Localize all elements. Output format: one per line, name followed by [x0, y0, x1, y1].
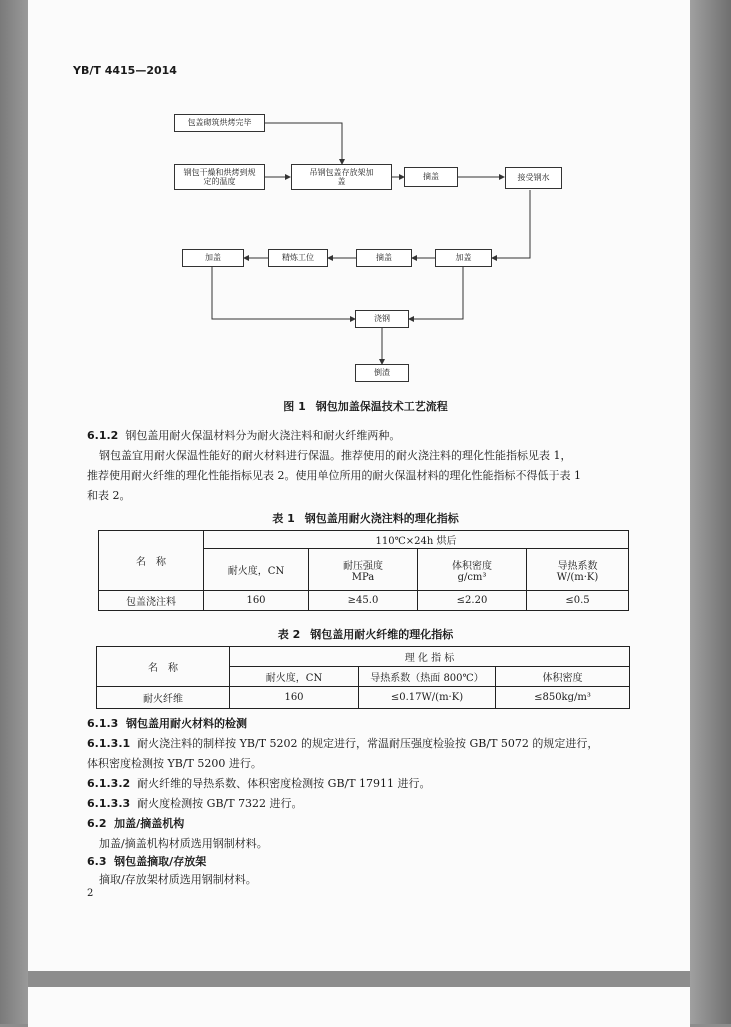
- table-header-conductivity: 导热系数 W/(m·K): [527, 549, 629, 591]
- heading-6-2: 6.2 加盖/摘盖机构: [87, 817, 185, 830]
- para-6-1-3-1-line1: 6.1.3.1 耐火浇注料的制样按 YB/T 5202 的规定进行，常温耐压强度检验按 GB/T 5072 的规定进行，: [87, 737, 599, 750]
- table-2: [96, 646, 630, 709]
- figure-1-caption: [0, 398, 731, 414]
- flow-box-remove-cover-1: 摘盖: [404, 167, 458, 187]
- para-6-1-2-line3: 推荐使用耐火纤维的理化性能指标见表 2。使用单位所用的耐火保温材料的理化性能指标不得低于表 1: [87, 469, 581, 482]
- table-number: 表 1: [272, 512, 295, 525]
- heading-6-1-3: 6.1.3 钢包盖用耐火材料的检测: [87, 717, 247, 730]
- figure-number: 图 1: [283, 400, 306, 413]
- table-header-name: 名 称: [97, 647, 230, 687]
- clause-text: 钢包盖用耐火保温材料分为耐火浇注料和耐火纤维两种。: [125, 429, 401, 442]
- table-header-density: 体积密度 g/cm³: [418, 549, 527, 591]
- flow-box-add-cover-right: 加盖: [435, 249, 492, 267]
- standard-id: YB/T 4415—2014: [73, 64, 177, 77]
- heading-6-3: 6.3 钢包盖摘取/存放架: [87, 855, 207, 868]
- table-cell: 耐火纤维: [97, 687, 230, 709]
- para-6-1-2-line1: [87, 426, 400, 446]
- table-title: 钢包盖用耐火纤维的理化指标: [310, 628, 454, 641]
- table-header-refractoriness: 耐火度，CN: [230, 667, 359, 687]
- table-title: 钢包盖用耐火浇注料的理化指标: [304, 512, 459, 525]
- table-1: [98, 530, 629, 611]
- para-6-1-3-1-line2: 体积密度检测按 YB/T 5200 进行。: [87, 757, 262, 770]
- flow-box-slag-dump: 倒渣: [355, 364, 409, 382]
- para-6-2: 加盖/摘盖机构材质选用钢制材料。: [99, 837, 268, 850]
- table-cell: ≥45.0: [309, 591, 418, 611]
- table-header-strength: 耐压强度 MPa: [309, 549, 418, 591]
- figure-title: 钢包加盖保温技术工艺流程: [315, 400, 448, 413]
- page-number: 2: [87, 888, 94, 899]
- table-header-density: 体积密度: [496, 667, 630, 687]
- table-1-caption: [0, 510, 731, 526]
- flowchart-connectors: [0, 0, 731, 400]
- table-cell: ≤0.17W/(m·K): [359, 687, 496, 709]
- table-row: [99, 591, 629, 611]
- flow-box-casting: 浇钢: [355, 310, 409, 328]
- flow-box-ladle-dry-heat: 钢包干燥和烘烤到规定的温度: [174, 164, 265, 190]
- clause-number: 6.1.2: [87, 429, 119, 442]
- table-row: [97, 687, 630, 709]
- para-6-3: 摘取/存放架材质选用钢制材料。: [99, 873, 257, 886]
- table-header-group: 理 化 指 标: [230, 647, 630, 667]
- para-6-1-3-2: 6.1.3.2 耐火纤维的导热系数、体积密度检测按 GB/T 17911 进行。: [87, 777, 431, 790]
- table-header-group: 110℃×24h 烘后: [204, 531, 629, 549]
- flow-box-hang-cover: 吊钢包盖存放架加盖: [291, 164, 392, 190]
- flow-box-add-cover-left: 加盖: [182, 249, 244, 267]
- para-6-1-2-line2: 钢包盖宜用耐火保温性能好的耐火材料进行保温。推荐使用的耐火浇注料的理化性能指标见表 1，: [99, 449, 572, 462]
- table-number: 表 2: [277, 628, 301, 641]
- table-cell: ≤850kg/m³: [496, 687, 630, 709]
- table-cell: ≤2.20: [418, 591, 527, 611]
- flow-box-receive-steel: 接受钢水: [505, 167, 562, 189]
- next-document-page: [28, 987, 690, 1027]
- para-6-1-3-3: 6.1.3.3 耐火度检测按 GB/T 7322 进行。: [87, 797, 303, 810]
- table-header-name: 名 称: [99, 531, 204, 591]
- table-cell: 160: [230, 687, 359, 709]
- flow-box-remove-cover-2: 摘盖: [356, 249, 412, 267]
- flow-box-refining: 精炼工位: [268, 249, 328, 267]
- table-cell: 160: [204, 591, 309, 611]
- flow-box-lining-baked: 包盖砌筑烘烤完毕: [174, 114, 265, 132]
- para-6-1-2-line4: 和表 2。: [87, 489, 131, 502]
- table-header-refractoriness: 耐火度，CN: [204, 549, 309, 591]
- table-header-conductivity: 导热系数（热面 800℃）: [359, 667, 496, 687]
- table-2-caption: [0, 626, 731, 642]
- table-cell: ≤0.5: [527, 591, 629, 611]
- table-cell: 包盖浇注料: [99, 591, 204, 611]
